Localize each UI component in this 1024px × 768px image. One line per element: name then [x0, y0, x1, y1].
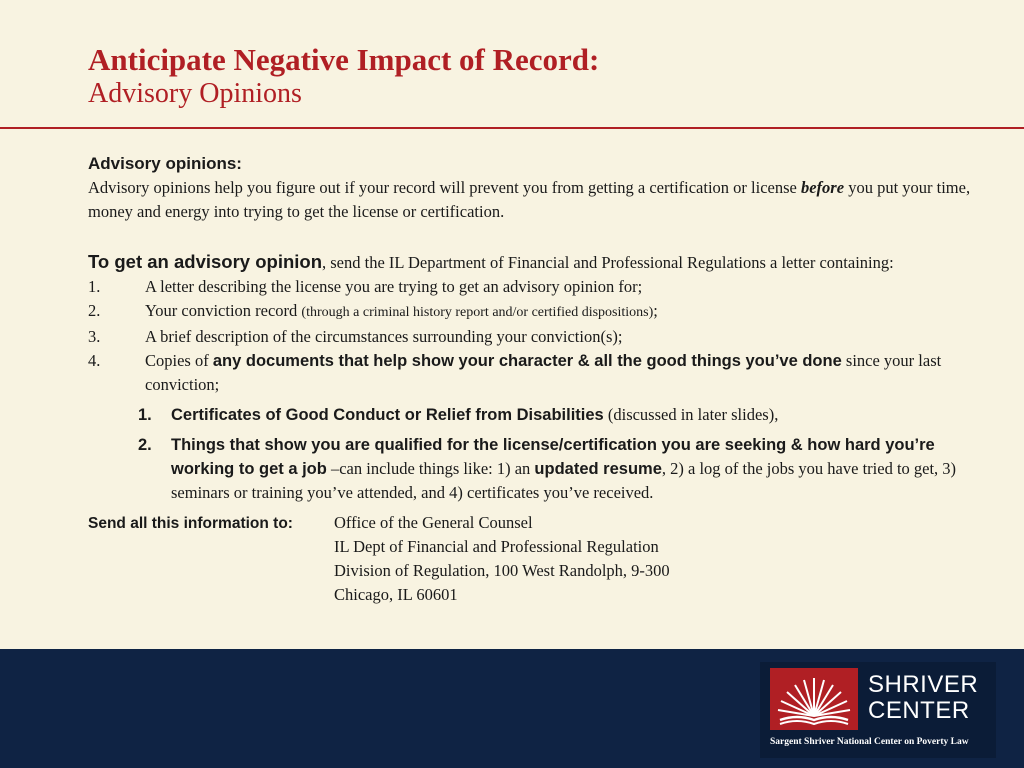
- address-line: Division of Regulation, 100 West Randolph, 9-300: [334, 561, 670, 580]
- list-item: [88, 275, 988, 299]
- list-tail: since your last conviction;: [145, 351, 942, 394]
- list-bold-text: any documents that help show your character & all the good things you’ve done: [212, 352, 842, 370]
- sunburst-book-icon: [770, 668, 858, 730]
- advisory-heading: Advisory opinions:: [88, 154, 242, 173]
- title-divider: [0, 127, 1024, 129]
- list-number: 1.: [88, 277, 101, 296]
- send-label: Send all this information to:: [88, 515, 293, 532]
- sub-list-bold-text-2: updated resume: [534, 460, 662, 478]
- address-line: Chicago, IL 60601: [334, 585, 458, 604]
- slide-body: [88, 150, 988, 604]
- supporting-documents-list: [88, 403, 988, 505]
- logo-tagline: Sargent Shriver National Center on Poverty Law: [770, 737, 969, 747]
- sub-list-item: [88, 433, 988, 505]
- list-small-text: (through a criminal history report and/or certified dispositions): [301, 305, 654, 320]
- logo-wordmark: [868, 672, 978, 724]
- sub-list-text: –can include things like: 1) an: [326, 459, 535, 478]
- list-number: 3.: [88, 327, 101, 346]
- sub-list-number: 1.: [138, 406, 152, 424]
- list-item: [88, 325, 988, 349]
- advisory-text-before: Advisory opinions help you figure out if your record will prevent you from getting a certification or license: [88, 178, 801, 197]
- list-text: Copies of: [145, 351, 213, 370]
- page-subtitle: Advisory Opinions: [88, 78, 302, 109]
- sub-list-number: 2.: [138, 436, 152, 454]
- list-text: A letter describing the license you are trying to get an advisory opinion for;: [145, 277, 643, 296]
- send-section: [88, 511, 988, 604]
- list-number: 4.: [88, 351, 101, 370]
- get-opinion-intro: , send the IL Department of Financial and Professional Regulations a letter containing:: [322, 253, 894, 272]
- list-number: 2.: [88, 301, 101, 320]
- logo-line-1: SHRIVER: [868, 671, 979, 698]
- spacer: [88, 224, 988, 250]
- list-text: A brief description of the circumstances surrounding your conviction(s);: [145, 327, 623, 346]
- sub-list-item: [88, 403, 988, 427]
- advisory-paragraph: [88, 176, 988, 224]
- logo-line-2: CENTER: [868, 697, 970, 724]
- get-opinion-heading: To get an advisory opinion: [88, 251, 323, 272]
- sub-list-bold-text: Things that show you are qualified for the license/certification you are seeking & how hard you’re working to get a job: [171, 436, 935, 478]
- list-tail: ;: [653, 301, 658, 320]
- get-opinion-paragraph: [88, 250, 988, 275]
- sub-list-text-2: , 2) a log of the jobs you have tried to get, 3) seminars or training you’ve attended, and 4) certificates you’ve received.: [171, 459, 957, 502]
- page-title: Anticipate Negative Impact of Record:: [88, 42, 600, 77]
- sub-list-text: (discussed in later slides),: [603, 405, 779, 424]
- advisory-emphasis: before: [800, 178, 845, 197]
- address-line: IL Dept of Financial and Professional Regulation: [334, 537, 659, 556]
- requirements-list: [88, 275, 988, 397]
- sub-list-bold-text: Certificates of Good Conduct or Relief from Disabilities: [171, 406, 604, 424]
- slide-title: [88, 42, 599, 110]
- list-item: [88, 349, 988, 397]
- list-text: Your conviction record: [145, 301, 302, 320]
- advisory-text-after: you put your time, money and energy into trying to get the license or certification.: [88, 178, 971, 221]
- address-line: Office of the General Counsel: [334, 513, 533, 532]
- list-item: [88, 299, 988, 325]
- mailing-address: [334, 511, 670, 607]
